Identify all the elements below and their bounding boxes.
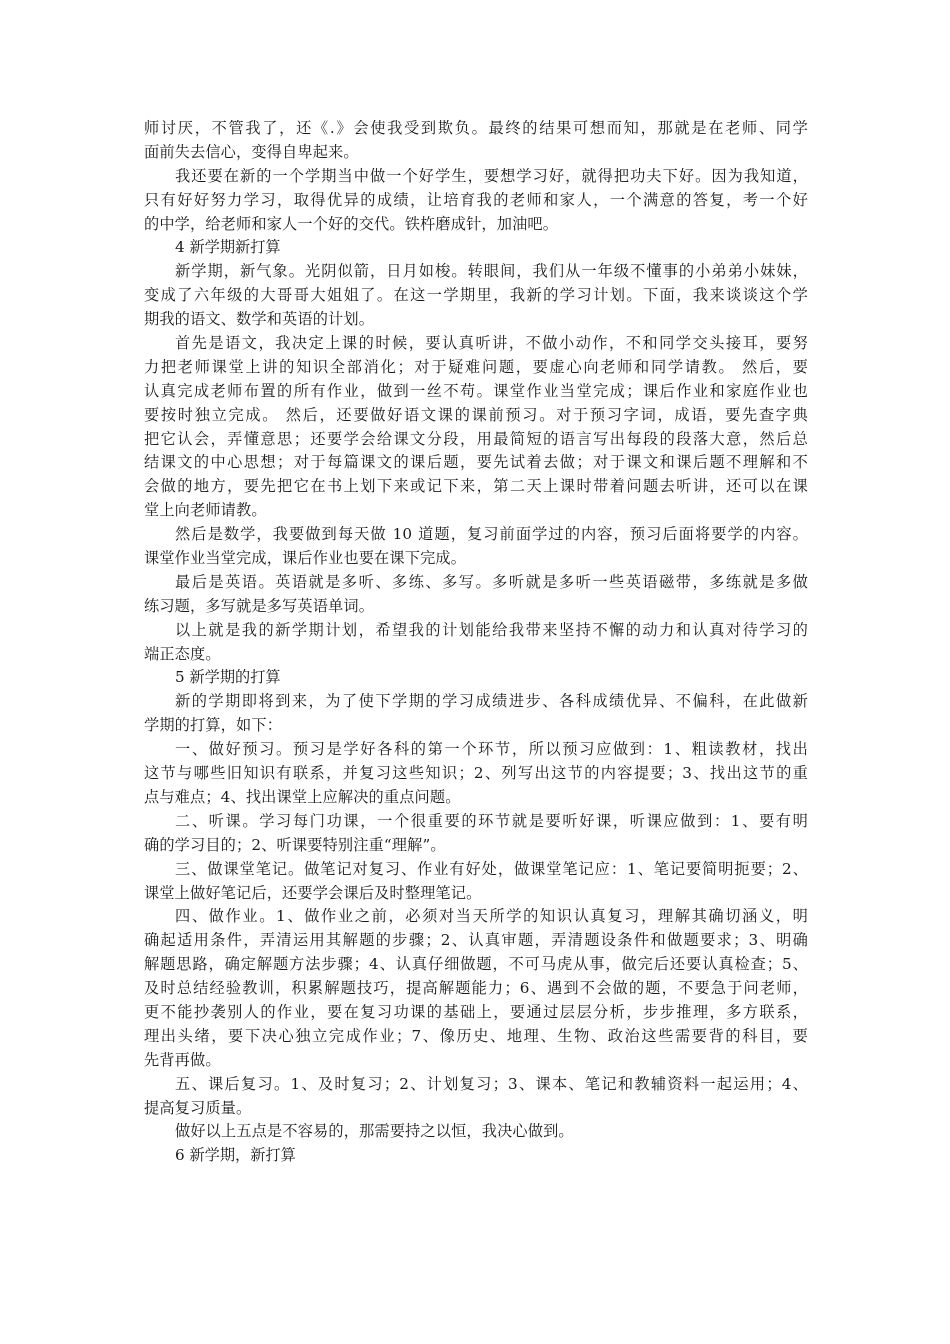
text-line: 做好以上五点是不容易的，那需要持之以恒，我决心做到。 (175, 1122, 574, 1141)
text-line: 师讨厌，不管我了，还《.》会使我受到欺负。最终的结果可想而知，那就是在老师、同学 (144, 119, 808, 137)
text-line: 端正态度。 (144, 644, 221, 663)
text-line: 新的学期即将到来，为了使下学期的学习成绩进步、各科成绩优异、不偏科，在此做新 (175, 692, 808, 711)
paragraph (144, 117, 808, 165)
text-line: 练习题，多写就是多写英语单词。 (144, 596, 375, 615)
paragraph (144, 571, 808, 619)
text-line: 然后是数学，我要做到每天做 10 道题，复习前面学过的内容，预习后面将要学的内容。 (175, 525, 808, 544)
text-line: 课堂上做好笔记后，还要学会课后及时整理笔记。 (144, 883, 482, 902)
text-line: 堂上向老师请教。 (144, 501, 267, 520)
paragraph (144, 260, 808, 332)
text-line: 点与难点；4、找出课堂上应解决的重点问题。 (144, 787, 461, 806)
text-line: 五、课后复习。1、及时复习；2、计划复习；3、课本、笔记和教辅资料一起运用；4、 (175, 1074, 808, 1093)
text-line: 首先是语文，我决定上课的时候，要认真听讲，不做小动作，不和同学交头接耳，要努 (175, 334, 808, 353)
text-line: 会做的地方，要先把它在书上划下来或记下来，第二天上课时带着问题去听讲，还可以在课 (144, 477, 808, 496)
text-line: 及时总结经验教训，积累解题技巧，提高解题能力；6、遇到不会做的题，不要急于问老师， (144, 979, 808, 998)
text-line: 这节与哪些旧知识有联系，并复习这些知识；2、列写出这节的内容提要；3、找出这节的重 (144, 764, 808, 783)
text-line: 确起适用条件，弄清运用其解题的步骤；2、认真审题，弄清题设条件和做题要求；3、明确 (144, 931, 808, 950)
text-line: 期我的语文、数学和英语的计划。 (144, 310, 375, 329)
text-line: 提高复习质量。 (144, 1098, 252, 1117)
text-line: 面前失去信心，变得自卑起来。 (144, 142, 359, 161)
text-line: 我还要在新的一个学期当中做一个好学生，要想学习好，就得把功夫下好。因为我知道， (175, 166, 808, 185)
text-line: 先背再做。 (144, 1050, 221, 1069)
text-line: 四、做作业。1、做作业之前，必须对当天所学的知识认真复习，理解其确切涵义，明 (175, 907, 808, 926)
text-line: 一、做好预习。预习是学好各科的第一个环节，所以预习应做到：1、粗读教材，找出 (175, 740, 808, 759)
paragraph (144, 738, 808, 810)
text-line: 确的学习目的；2、听课要特别注重“理解”。 (144, 835, 446, 854)
text-line: 认真完成老师布置的所有作业，做到一丝不苟。课堂作业当堂完成；课后作业和家庭作业也 (144, 381, 808, 400)
text-line: 三、做课堂笔记。做笔记对复习、作业有好处，做课堂笔记应：1、笔记要简明扼要；2、 (175, 859, 808, 878)
text-line: 要按时独立完成。 然后，还要做好语文课的课前预习。对于预习字词，成语，要先查字典 (144, 405, 808, 424)
text-line: 课堂作业当堂完成，课后作业也要在课下完成。 (144, 549, 467, 568)
paragraph (144, 523, 808, 571)
paragraph (144, 1120, 808, 1144)
text-line: 把它认会，弄懂意思；还要学会给课文分段，用最简短的语言写出每段的段落大意，然后总 (144, 429, 808, 448)
section-heading: 4 新学期新打算 (175, 238, 281, 257)
paragraph (144, 858, 808, 906)
text-line: 结课文的中心思想；对于每篇课文的课后题，要先试着去做；对于课文和课后题不理解和不 (144, 453, 808, 472)
document-page (144, 117, 808, 1168)
paragraph (144, 905, 808, 1072)
text-line: 的中学，给老师和家人一个好的交代。铁杵磨成针，加油吧。 (144, 214, 559, 233)
paragraph (144, 165, 808, 237)
paragraph (144, 810, 808, 858)
text-line: 力把老师课堂上讲的知识全部消化；对于疑难问题，要虚心向老师和同学请教。 然后，要 (144, 357, 808, 376)
text-line: 更不能抄袭别人的作业，要在复习功课的基础上，要通过层层分析，步步推理，多方联系， (144, 1002, 808, 1021)
paragraph (144, 690, 808, 738)
text-line: 新学期，新气象。光阴似箭，日月如梭。转眼间，我们从一年级不懂事的小弟弟小妹妹， (175, 262, 808, 281)
paragraph (144, 1073, 808, 1121)
text-line: 只有好好努力学习，取得优异的成绩，让培育我的老师和家人，一个满意的答复，考一个好 (144, 190, 808, 209)
text-line: 学期的打算，如下： (144, 716, 283, 735)
paragraph (144, 619, 808, 667)
text-line: 解题思路，确定解题方法步骤；4、认真仔细做题，不可马虎从事，做完后还要认真检查；5、 (144, 955, 808, 974)
text-line: 以上就是我的新学期计划，希望我的计划能给我带来坚持不懈的动力和认真对待学习的 (175, 620, 808, 639)
text-line: 理出头绪，要下决心独立完成作业；7、像历史、地理、生物、政治这些需要背的科目，要 (144, 1026, 808, 1045)
section-heading: 6 新学期，新打算 (175, 1146, 296, 1165)
text-line: 最后是英语。英语就是多听、多练、多写。多听就是多听一些英语磁带，多练就是多做 (175, 572, 808, 591)
text-line: 二、听课。学习每门功课，一个很重要的环节就是要听好课，听课应做到：1、要有明 (175, 811, 808, 830)
text-line: 变成了六年级的大哥哥大姐姐了。在这一学期里，我新的学习计划。下面，我来谈谈这个学 (144, 286, 808, 305)
section-heading: 5 新学期的打算 (175, 668, 281, 687)
paragraph (144, 332, 808, 523)
